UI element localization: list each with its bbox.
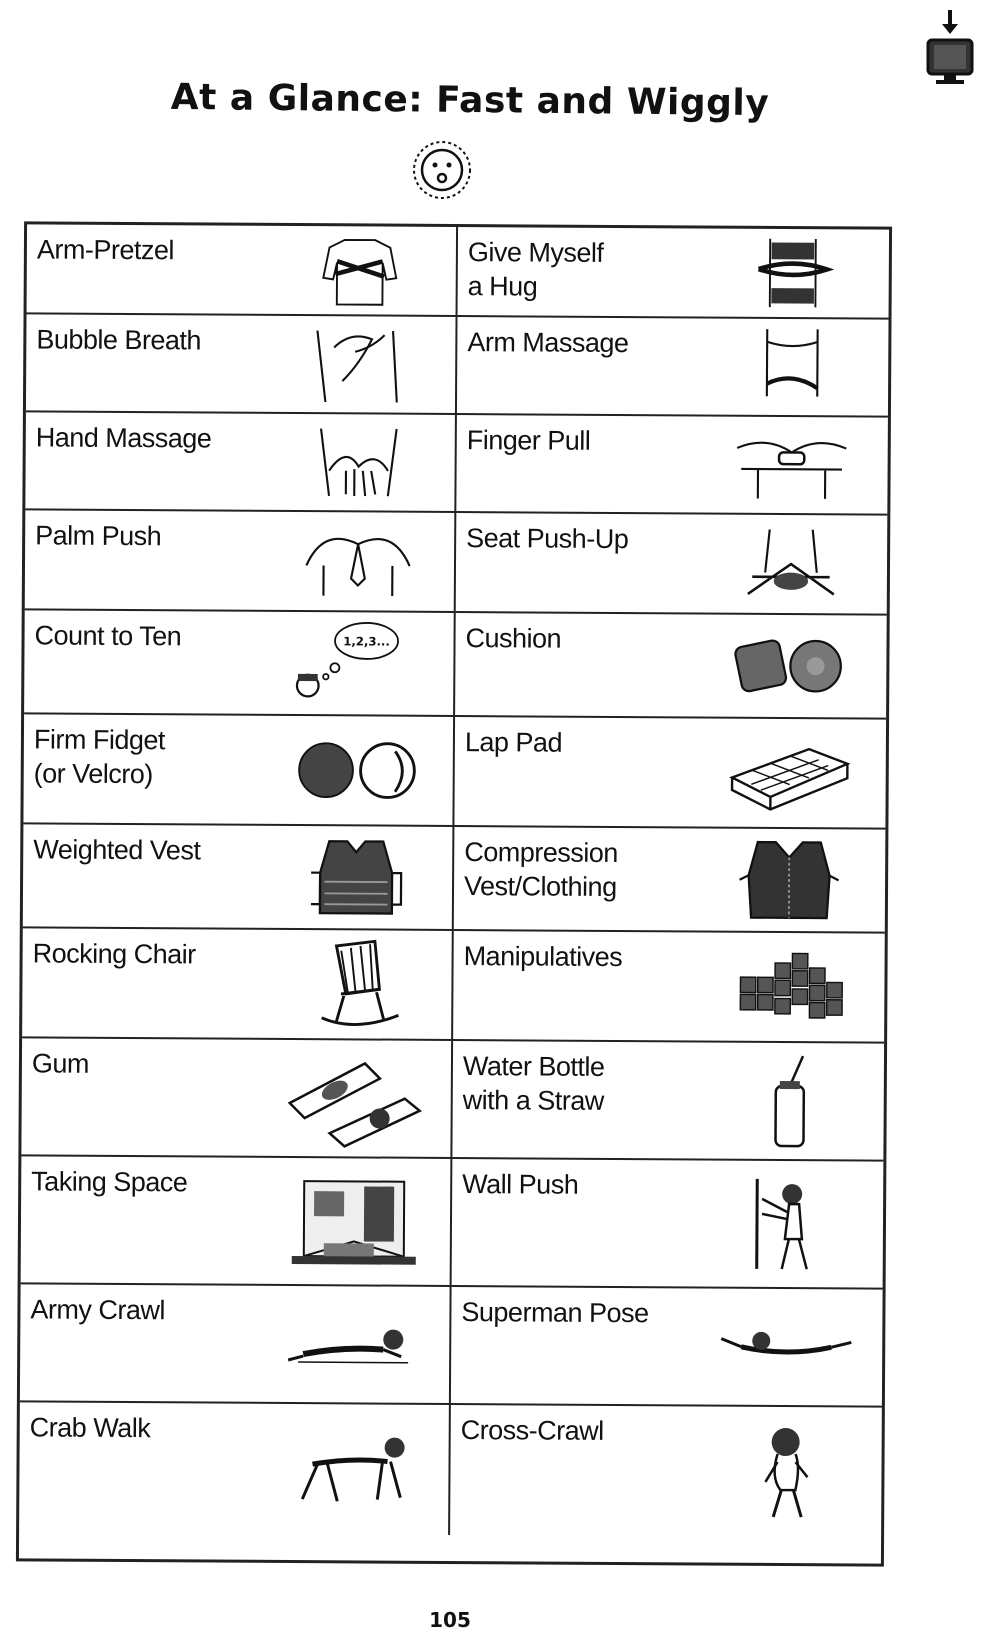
activity-cell-cushion <box>455 613 887 720</box>
activity-cell-crab-walk <box>19 1402 451 1535</box>
activity-label: Gum <box>31 1048 90 1079</box>
activity-label: Seat Push-Up <box>466 523 629 555</box>
arm-massage-icon <box>722 325 863 410</box>
rocking-chair-icon <box>285 936 426 1033</box>
palm-push-icon <box>288 518 429 605</box>
activity-cell-compression-vest-clothing <box>454 827 886 934</box>
activity-cell-seat-push-up <box>456 513 888 616</box>
svg-text:1,2,3...: 1,2,3... <box>343 634 390 649</box>
activity-cell-finger-pull <box>456 415 888 516</box>
activity-cell-bubble-breath <box>26 314 458 415</box>
monitor-download-icon <box>920 8 980 88</box>
bubble-breath-icon <box>289 322 430 407</box>
activity-cell-manipulatives <box>453 931 885 1044</box>
activity-cell-firm-fidget-or-velcro <box>23 714 455 827</box>
activity-label: Lap Pad <box>464 727 563 758</box>
lap-pad-icon <box>719 725 860 822</box>
activity-label: Wall Push <box>462 1169 579 1200</box>
weighted-vest-icon <box>286 832 427 923</box>
activity-label: Superman Pose <box>461 1297 649 1329</box>
activity-cell-hand-massage <box>25 412 457 513</box>
activity-label: Taking Space <box>31 1166 188 1198</box>
activity-label: Bubble Breath <box>36 324 202 356</box>
activity-cell-army-crawl <box>20 1284 452 1405</box>
activity-cell-count-to-ten <box>24 610 456 717</box>
hand-massage-icon <box>288 420 429 505</box>
activities-table <box>16 221 892 1566</box>
gum-icon <box>284 1046 425 1151</box>
activity-label: Compression Vest/Clothing <box>463 837 618 902</box>
activity-cell-gum <box>21 1038 453 1159</box>
activity-cell-weighted-vest <box>23 824 455 931</box>
blocks-icon <box>718 939 859 1036</box>
cross-crawl-icon <box>715 1413 856 1532</box>
activity-label: Cross-Crawl <box>460 1415 604 1446</box>
activity-label: Rocking Chair <box>32 938 196 970</box>
finger-pull-icon <box>721 423 862 508</box>
activity-cell-give-myself-a-hug <box>458 227 890 320</box>
activity-cell-taking-space <box>21 1156 453 1287</box>
water-bottle-icon <box>717 1049 858 1154</box>
activity-cell-arm-pretzel <box>27 224 459 317</box>
activity-cell-arm-massage <box>457 317 889 418</box>
activity-label: Hand Massage <box>35 422 212 454</box>
activity-label: Arm Massage <box>467 327 629 359</box>
page-title: At a Glance: Fast and Wiggly <box>170 76 770 125</box>
activity-label: Count to Ten <box>34 620 182 652</box>
activity-label: Water Bottle with a Straw <box>462 1051 605 1116</box>
activity-label: Arm-Pretzel <box>36 234 175 266</box>
activity-label: Palm Push <box>35 520 162 552</box>
cushion-icon <box>720 621 861 712</box>
room-corner-icon <box>284 1164 425 1279</box>
crossed-arms-icon <box>290 232 430 309</box>
activity-cell-lap-pad <box>454 717 886 830</box>
activity-label: Cushion <box>465 623 562 654</box>
superman-pose-icon <box>716 1295 857 1400</box>
smiley-face-icon <box>410 138 474 202</box>
self-hug-icon <box>723 235 863 312</box>
wall-push-icon <box>717 1167 858 1282</box>
activity-label: Army Crawl <box>30 1294 166 1326</box>
activity-label: Weighted Vest <box>33 834 201 866</box>
activity-cell-cross-crawl <box>450 1405 882 1538</box>
activity-cell-water-bottle-with-a-straw <box>452 1041 884 1162</box>
seat-push-up-icon <box>721 521 862 608</box>
army-crawl-icon <box>283 1292 424 1397</box>
fidget-balls-icon <box>286 722 427 819</box>
activity-cell-rocking-chair <box>22 928 454 1041</box>
thought-bubble-icon <box>287 618 428 709</box>
page-number: 105 <box>429 1608 471 1632</box>
activity-label: Firm Fidget (or Velcro) <box>33 724 166 790</box>
activity-label: Manipulatives <box>463 941 623 973</box>
activity-label: Give Myself a Hug <box>467 237 604 302</box>
crab-walk-icon <box>282 1410 423 1529</box>
activity-cell-superman-pose <box>451 1287 883 1408</box>
activity-label: Crab Walk <box>29 1412 151 1444</box>
compression-vest-icon <box>719 835 860 926</box>
activity-cell-palm-push <box>25 510 457 613</box>
activity-cell-wall-push <box>452 1159 884 1290</box>
activity-label: Finger Pull <box>466 425 591 456</box>
